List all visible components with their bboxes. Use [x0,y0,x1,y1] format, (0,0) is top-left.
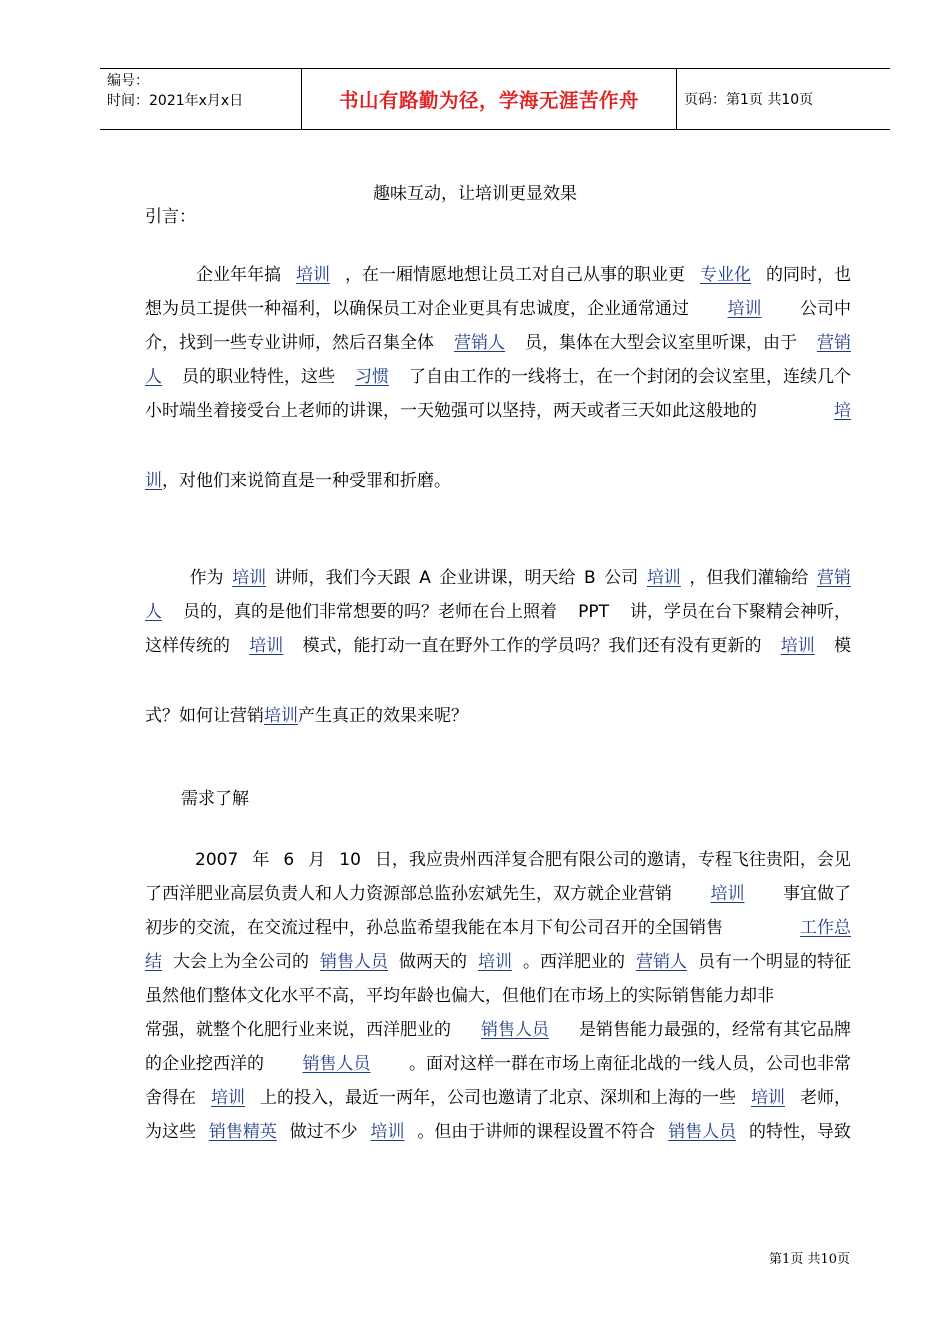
text-segment: 日，我应贵州西洋复合肥有限公司的邀请，专程飞往贵阳，会见 [374,850,851,870]
text-line [145,394,851,464]
text-line [145,782,851,816]
text-segment: 想为员工提供一种福利，以确保员工对企业更具有忠诚度，企业通常通过 [145,299,689,319]
text-line [145,292,851,326]
text-line [145,945,851,979]
keyword-link[interactable]: 培训 [710,884,745,904]
text-line [145,561,851,595]
text-line [145,464,851,498]
text-segment: 作为 [189,568,224,588]
text-segment: 了自由工作的一线将士，在一个封闭的会议室里，连续几个 [409,367,851,387]
text-segment: 小时端坐着接受台上老师的讲课，一天勉强可以坚持，两天或者三天如此这般地的 [145,401,757,421]
text-segment: 事宜做了 [783,884,851,904]
header-meta [107,71,243,111]
indent-spacer [145,843,181,877]
text-segment: 月 [308,850,326,870]
text-segment: 讲，学员在台下聚精会神听， [629,602,851,622]
paragraph-needs [145,843,851,1149]
keyword-link[interactable]: 结 [145,952,162,972]
text-segment: 了西洋肥业高层负责人和人力资源部总监孙宏斌先生，双方就企业营销 [145,884,672,904]
text-line [145,629,851,699]
text-segment: 。但由于讲师的课程设置不符合 [417,1122,656,1142]
header-divider [676,69,677,129]
text-segment: 模 [834,636,851,656]
text-segment: 虽然他们整体文化水平不高，平均年龄也偏大，但他们在市场上的实际销售能力却非 [145,986,774,1006]
keyword-link[interactable]: 营销 [816,568,851,588]
text-line [145,979,851,1013]
indent-spacer [145,561,181,595]
text-segment: 讲师，我们今天跟 [274,568,411,588]
text-segment: B [584,568,596,588]
text-segment: 6 [283,850,295,870]
keyword-link[interactable]: 销售人员 [481,1020,549,1040]
text-segment: 员的职业特性，这些 [182,367,335,387]
text-segment: 10 [339,850,361,870]
text-line [145,1115,851,1149]
keyword-link[interactable]: 人 [145,367,162,387]
text-segment: 产生真正的效果来呢？ [298,706,468,726]
text-segment: 老师， [800,1088,851,1108]
text-segment: 公司中 [800,299,851,319]
text-segment: 模式，能打动一直在野外工作的学员吗？我们还有没有更新的 [302,636,762,656]
keyword-link[interactable]: 培训 [232,568,267,588]
text-segment: 的特性，导致 [748,1122,851,1142]
text-segment: 需求了解 [181,789,249,809]
section-heading-needs [145,782,851,816]
text-segment: ，对他们来说简直是一种受罪和折磨。 [162,471,451,491]
text-segment: 式？如何让营销 [145,706,264,726]
keyword-link[interactable]: 培训 [780,636,815,656]
document-title: 趣味互动，让培训更显效果 [373,184,577,204]
text-line [145,326,851,360]
header-motto: 书山有路勤为径，学海无涯苦作舟 [338,89,639,112]
text-segment: A [419,568,431,588]
keyword-link[interactable]: 销售人员 [320,952,388,972]
keyword-link[interactable]: 销售精英 [208,1122,277,1142]
keyword-link[interactable]: 培训 [727,299,762,319]
document-header [100,68,890,130]
keyword-link[interactable]: 培 [834,401,851,421]
keyword-link[interactable]: 工作总 [800,918,851,938]
keyword-link[interactable]: 培训 [296,265,330,285]
text-segment: 员有一个明显的特征 [698,952,851,972]
keyword-link[interactable]: 营销人 [454,333,505,353]
header-page-info: 页码：第1页 共10页 [684,92,814,108]
number-label: 编号： [107,73,149,89]
text-segment: 做两天的 [399,952,467,972]
text-segment: 的同时，也 [766,265,851,285]
text-segment: 这样传统的 [145,636,230,656]
keyword-link[interactable]: 培训 [249,636,284,656]
text-line [145,360,851,394]
text-line [145,258,851,292]
indent-spacer [145,258,181,292]
time-label: 时间：2021年x月x日 [107,93,244,109]
keyword-link[interactable]: 销售人员 [668,1122,737,1142]
text-segment: 为这些 [145,1122,196,1142]
keyword-link[interactable]: 习惯 [355,367,389,387]
text-segment: 年 [252,850,270,870]
text-segment: 介，找到一些专业讲师，然后召集全体 [145,333,434,353]
keyword-link[interactable]: 培训 [370,1122,405,1142]
text-segment: 企业讲课，明天给 [439,568,576,588]
text-segment: 做过不少 [289,1122,358,1142]
text-segment: ，在一厢情愿地想让员工对自己从事的职业更 [345,265,685,285]
page-footer: 第1页 共10页 [769,1252,850,1267]
text-line [145,1047,851,1081]
text-segment: 大会上为全公司的 [173,952,309,972]
text-line [145,843,851,877]
text-segment: 是销售能力最强的，经常有其它品牌 [579,1020,851,1040]
keyword-link[interactable]: 营销人 [636,952,687,972]
text-segment: 员，集体在大型会议室里听课，由于 [525,333,797,353]
keyword-link[interactable]: 人 [145,602,162,622]
keyword-link[interactable]: 销售人员 [302,1054,371,1074]
text-line [145,1081,851,1115]
keyword-link[interactable]: 营销 [817,333,851,353]
text-segment: 上的投入，最近一两年，公司也邀请了北京、深圳和上海的一些 [260,1088,736,1108]
text-segment: 企业年年搞 [196,265,281,285]
text-segment: PPT [578,602,609,622]
text-segment: 2007 [195,850,239,870]
text-segment: ，但我们灌输给 [689,568,809,588]
text-segment: 舍得在 [145,1088,196,1108]
text-segment: 。西洋肥业的 [523,952,625,972]
keyword-link[interactable]: 培训 [751,1088,785,1108]
text-segment: 常强，就整个化肥行业来说，西洋肥业的 [145,1020,451,1040]
text-line [145,911,851,945]
keyword-link[interactable]: 专业化 [700,265,751,285]
text-line [145,595,851,629]
text-line [145,877,851,911]
paragraph-question [145,561,851,733]
paragraph-intro [145,258,851,498]
text-segment: 初步的交流，在交流过程中，孙总监希望我能在本月下旬公司召开的全国销售 [145,918,723,938]
indent-spacer [145,782,181,816]
keyword-link[interactable]: 培训 [646,568,681,588]
intro-label: 引言： [145,207,196,227]
keyword-link[interactable]: 训 [145,471,162,491]
keyword-link[interactable]: 培训 [211,1088,245,1108]
keyword-link[interactable]: 培训 [264,706,298,726]
text-segment: 公司 [604,568,639,588]
keyword-link[interactable]: 培训 [478,952,512,972]
text-line [145,1013,851,1047]
text-line [145,699,851,733]
text-segment: 。面对这样一群在市场上南征北战的一线人员，公司也非常 [409,1054,851,1074]
text-segment: 的企业挖西洋的 [145,1054,264,1074]
text-segment: 员的，真的是他们非常想要的吗？老师在台上照着 [183,602,558,622]
